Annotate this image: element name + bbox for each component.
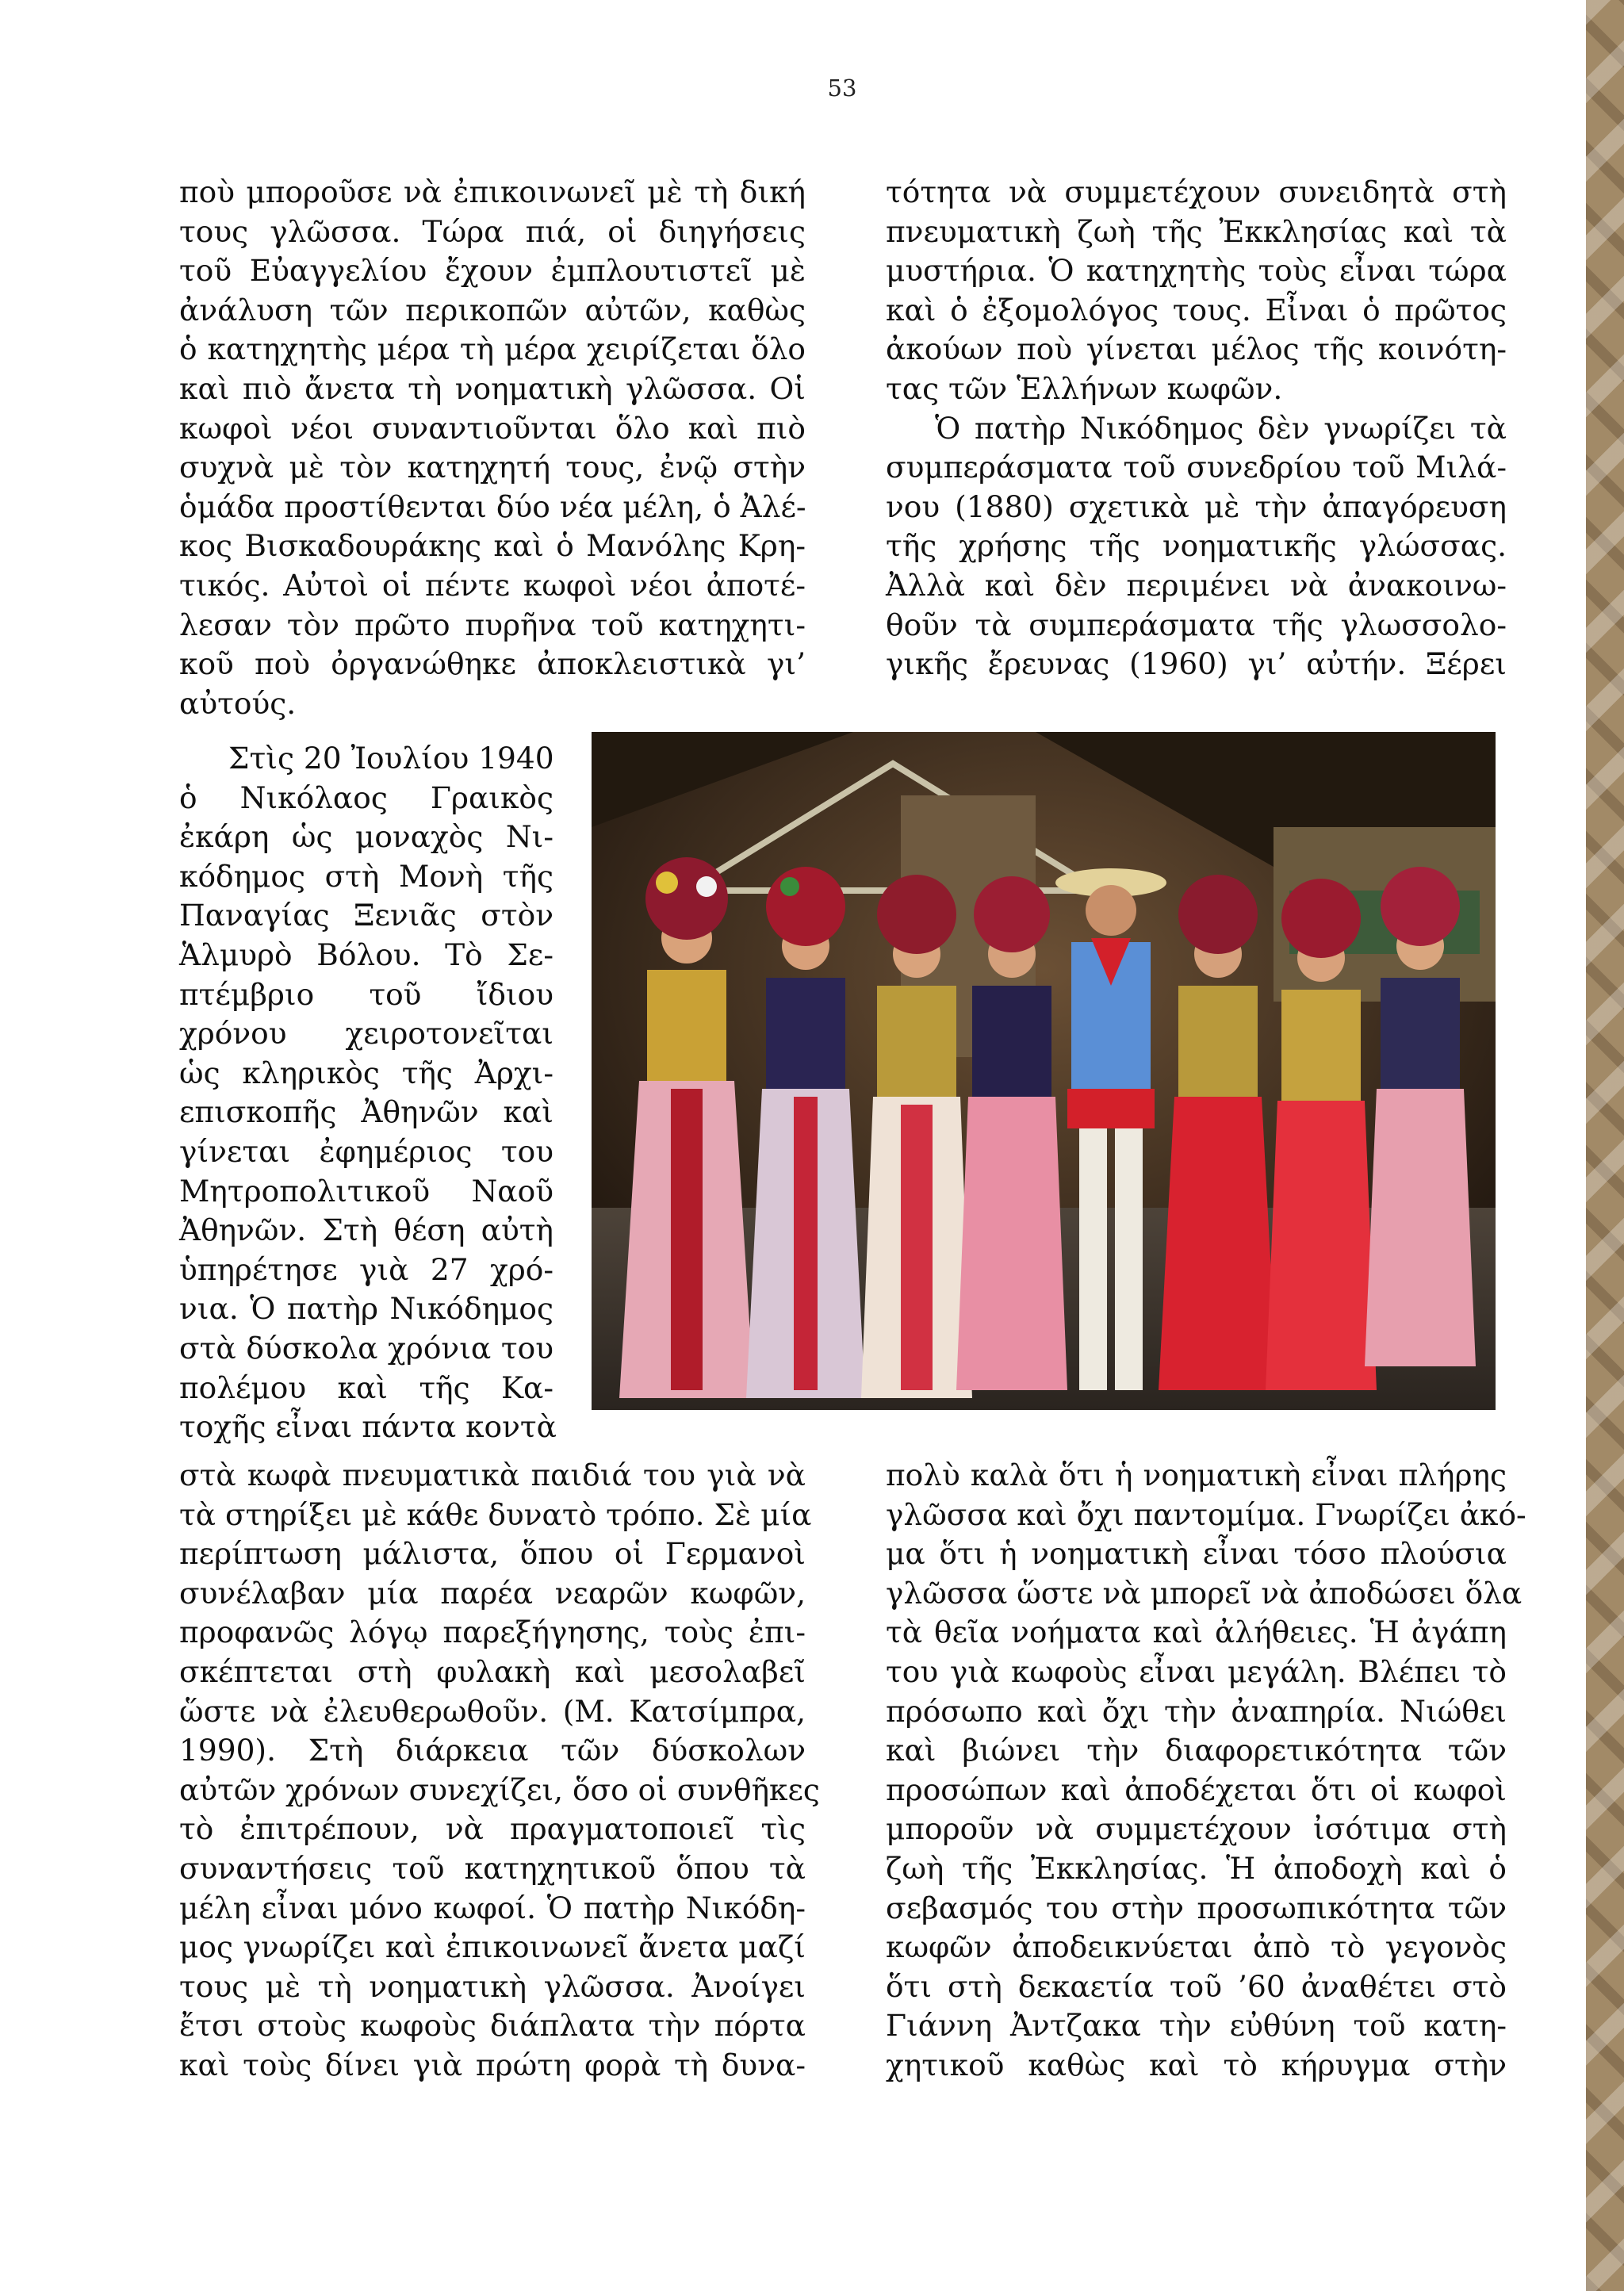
page-number: 53 <box>827 75 857 102</box>
text-line: τὰ θεῖα νοήματα καὶ ἀλήθειες. Ἡ ἀγάπη <box>886 1615 1507 1650</box>
text-line: σκέπτεται στὴ φυλακὴ καὶ μεσολαβεῖ <box>179 1654 806 1689</box>
text-line: συμπεράσματα τοῦ συνεδρίου τοῦ Μιλά- <box>886 450 1507 485</box>
text-line: σεβασμός του στὴν προσωπικότητα τῶν <box>886 1890 1507 1925</box>
text-line: μποροῦν νὰ συμμετέχουν ἰσότιμα στὴ <box>886 1811 1507 1847</box>
text-line: Ὁ πατὴρ Νικόδημος δὲν γνωρίζει τὰ <box>935 410 1507 446</box>
text-line: Μητροπολιτικοῦ Ναοῦ <box>179 1173 553 1209</box>
text-line: συναντήσεις τοῦ κατηχητικοῦ ὅπου τὰ <box>179 1851 806 1886</box>
text-line: τοῦ Εὐαγγελίου ἔχουν ἐμπλουτιστεῖ μὲ <box>179 253 806 289</box>
text-line: Στὶς 20 Ἰουλίου 1940 <box>228 741 554 776</box>
text-line: ὁ κατηχητὴς μέρα τὴ μέρα χειρίζεται ὅλο <box>179 331 806 367</box>
text-line: Ἀθηνῶν. Στὴ θέση αὐτὴ <box>179 1213 553 1248</box>
text-line: κωφῶν ἀποδεικνύεται ἀπὸ τὸ γεγονὸς <box>886 1929 1507 1965</box>
decorative-sidebar <box>1586 0 1624 2291</box>
text-line: τους μὲ τὴ νοηματικὴ γλῶσσα. Ἀνοίγει <box>179 1968 806 2004</box>
text-line: κος Βισκαδουράκης καὶ ὁ Μανόλης Κρη- <box>179 528 806 564</box>
text-line: ἐκάρη ὡς μοναχὸς Νι- <box>179 819 553 855</box>
text-line: προφανῶς λόγῳ παρεξήγησης, τοὺς ἐπι- <box>179 1615 806 1650</box>
text-line: πολὺ καλὰ ὅτι ἡ νοηματικὴ εἶναι πλήρης <box>886 1458 1507 1492</box>
text-line: στὰ κωφὰ πνευματικὰ παιδιά του γιὰ νὰ <box>179 1458 806 1492</box>
text-line: κοῦ ποὺ ὀργανώθηκε ἀποκλειστικὰ γι’ <box>179 646 806 682</box>
text-line: Γιάννη Ἀντζακα τὴν εὐθύνη τοῦ κατη- <box>886 2008 1507 2044</box>
text-line: αὐτούς. <box>179 685 297 721</box>
dancers-photo-illustration <box>592 732 1496 1410</box>
text-line: χρόνου χειροτονεῖται <box>179 1016 553 1052</box>
group-photo <box>592 732 1496 1410</box>
text-line: ζωὴ τῆς Ἐκκλησίας. Ἡ ἀποδοχὴ καὶ ὁ <box>886 1851 1507 1886</box>
text-line: γλῶσσα καὶ ὄχι παντομίμα. Γνωρίζει ἀκό- <box>886 1496 1526 1532</box>
text-line: ποὺ μποροῦσε νὰ ἐπικοινωνεῖ μὲ τὴ δική <box>179 174 806 209</box>
text-line: συνέλαβαν μία παρέα νεαρῶν κωφῶν, <box>179 1575 806 1611</box>
text-line: τὰ στηρίξει μὲ κάθε δυνατὸ τρόπο. Σὲ μία <box>179 1496 812 1532</box>
text-line: τοχῆς εἶναι πάντα κοντὰ <box>179 1409 557 1445</box>
text-line: μος γνωρίζει καὶ ἐπικοινωνεῖ ἄνετα μαζί <box>179 1929 806 1965</box>
text-line: καὶ ὁ ἐξομολόγος τους. Εἶναι ὁ πρῶτος <box>886 292 1507 328</box>
text-line: Ἁλμυρὸ Βόλου. Τὸ Σε- <box>179 937 553 972</box>
text-line: ἀκούων ποὺ γίνεται μέλος τῆς κοινότη- <box>886 331 1507 367</box>
text-line: νου (1880) σχετικὰ μὲ τὴν ἀπαγόρευση <box>886 488 1507 524</box>
text-line: τας τῶν Ἑλλήνων κωφῶν. <box>886 371 1283 406</box>
text-line: λεσαν τὸν πρῶτο πυρῆνα τοῦ κατηχητι- <box>179 607 806 642</box>
text-line: προσώπων καὶ ἀποδέχεται ὅτι οἱ κωφοὶ <box>886 1772 1507 1807</box>
text-line: 1990). Στὴ διάρκεια τῶν δύσκολων <box>179 1733 806 1768</box>
text-line: του γιὰ κωφοὺς εἶναι μεγάλη. Βλέπει τὸ <box>886 1654 1507 1689</box>
text-line: ἔτσι στοὺς κωφοὺς διάπλατα τὴν πόρτα <box>179 2008 806 2044</box>
text-line: ὥστε νὰ ἐλευθερωθοῦν. (Μ. Κατσίμπρα, <box>179 1693 806 1729</box>
text-line: χητικοῦ καθὼς καὶ τὸ κήρυγμα στὴν <box>886 2048 1507 2082</box>
text-line: πτέμβριο τοῦ ἴδιου <box>179 976 553 1012</box>
text-line: καὶ βιώνει τὴν διαφορετικότητα τῶν <box>886 1733 1507 1768</box>
text-line: νια. Ὁ πατὴρ Νικόδημος <box>179 1291 553 1327</box>
text-line: περίπτωση μάλιστα, ὅπου οἱ Γερμανοὶ <box>179 1536 806 1572</box>
text-line: ὑπηρέτησε γιὰ 27 χρό- <box>179 1251 553 1287</box>
text-line: ὡς κληρικὸς τῆς Ἀρχι- <box>179 1055 553 1090</box>
text-line: θοῦν τὰ συμπεράσματα τῆς γλωσσολο- <box>886 607 1507 642</box>
text-line: πρόσωπο καὶ ὄχι τὴν ἀναπηρία. Νιώθει <box>886 1693 1507 1729</box>
text-line: μέλη εἶναι μόνο κωφοί. Ὁ πατὴρ Νικόδη- <box>179 1890 806 1925</box>
text-line: ἀνάλυση τῶν περικοπῶν αὐτῶν, καθὼς <box>179 292 806 328</box>
text-line: μα ὅτι ἡ νοηματικὴ εἶναι τόσο πλούσια <box>886 1536 1507 1572</box>
text-line: συχνὰ μὲ τὸν κατηχητή τους, ἐνῷ στὴν <box>179 450 806 485</box>
text-line: στὰ δύσκολα χρόνια του <box>179 1331 553 1366</box>
text-line: Ἀλλὰ καὶ δὲν περιμένει νὰ ἀνακοινω- <box>886 568 1507 603</box>
text-line: τὸ ἐπιτρέπουν, νὰ πραγματοποιεῖ τὶς <box>179 1811 806 1847</box>
text-line: αὐτῶν χρόνων συνεχίζει, ὅσο οἱ συνθῆκες <box>179 1772 820 1807</box>
text-line: τῆς χρήσης τῆς νοηματικῆς γλώσσας. <box>886 528 1507 564</box>
text-line: ὁ Νικόλαος Γραικὸς <box>179 780 553 815</box>
text-line: ὅτι στὴ δεκαετία τοῦ ’60 ἀναθέτει στὸ <box>886 1968 1507 2004</box>
text-line: πνευματικὴ ζωὴ τῆς Ἐκκλησίας καὶ τὰ <box>886 213 1507 249</box>
text-line: πολέμου καὶ τῆς Κα- <box>179 1370 553 1405</box>
text-line: καὶ πιὸ ἄνετα τὴ νοηματικὴ γλῶσσα. Οἱ <box>179 371 806 406</box>
text-line: τους γλῶσσα. Τώρα πιά, οἱ διηγήσεις <box>179 213 806 249</box>
text-line: γικῆς ἔρευνας (1960) γι’ αὐτήν. Ξέρει <box>886 646 1507 682</box>
text-line: γλῶσσα ὥστε νὰ μπορεῖ νὰ ἀποδώσει ὅλα <box>886 1575 1522 1611</box>
text-line: ὁμάδα προστίθενται δύο νέα μέλη, ὁ Ἀλέ- <box>179 488 806 524</box>
text-line: μυστήρια. Ὁ κατηχητὴς τοὺς εἶναι τώρα <box>886 253 1507 289</box>
text-line: κόδημος στὴ Μονὴ τῆς <box>179 858 553 894</box>
text-line: Παναγίας Ξενιᾶς στὸν <box>179 898 553 933</box>
text-line: κωφοὶ νέοι συναντιοῦνται ὅλο καὶ πιὸ <box>179 410 806 446</box>
text-line: επισκοπῆς Ἀθηνῶν καὶ <box>179 1094 553 1130</box>
text-line: καὶ τοὺς δίνει γιὰ πρώτη φορὰ τὴ δυνα- <box>179 2048 806 2082</box>
text-line: γίνεται ἐφημέριος του <box>179 1134 553 1169</box>
text-line: τότητα νὰ συμμετέχουν συνειδητὰ στὴ <box>886 174 1507 209</box>
text-line: τικός. Αὐτοὶ οἱ πέντε κωφοὶ νέοι ἀποτέ- <box>179 568 806 603</box>
